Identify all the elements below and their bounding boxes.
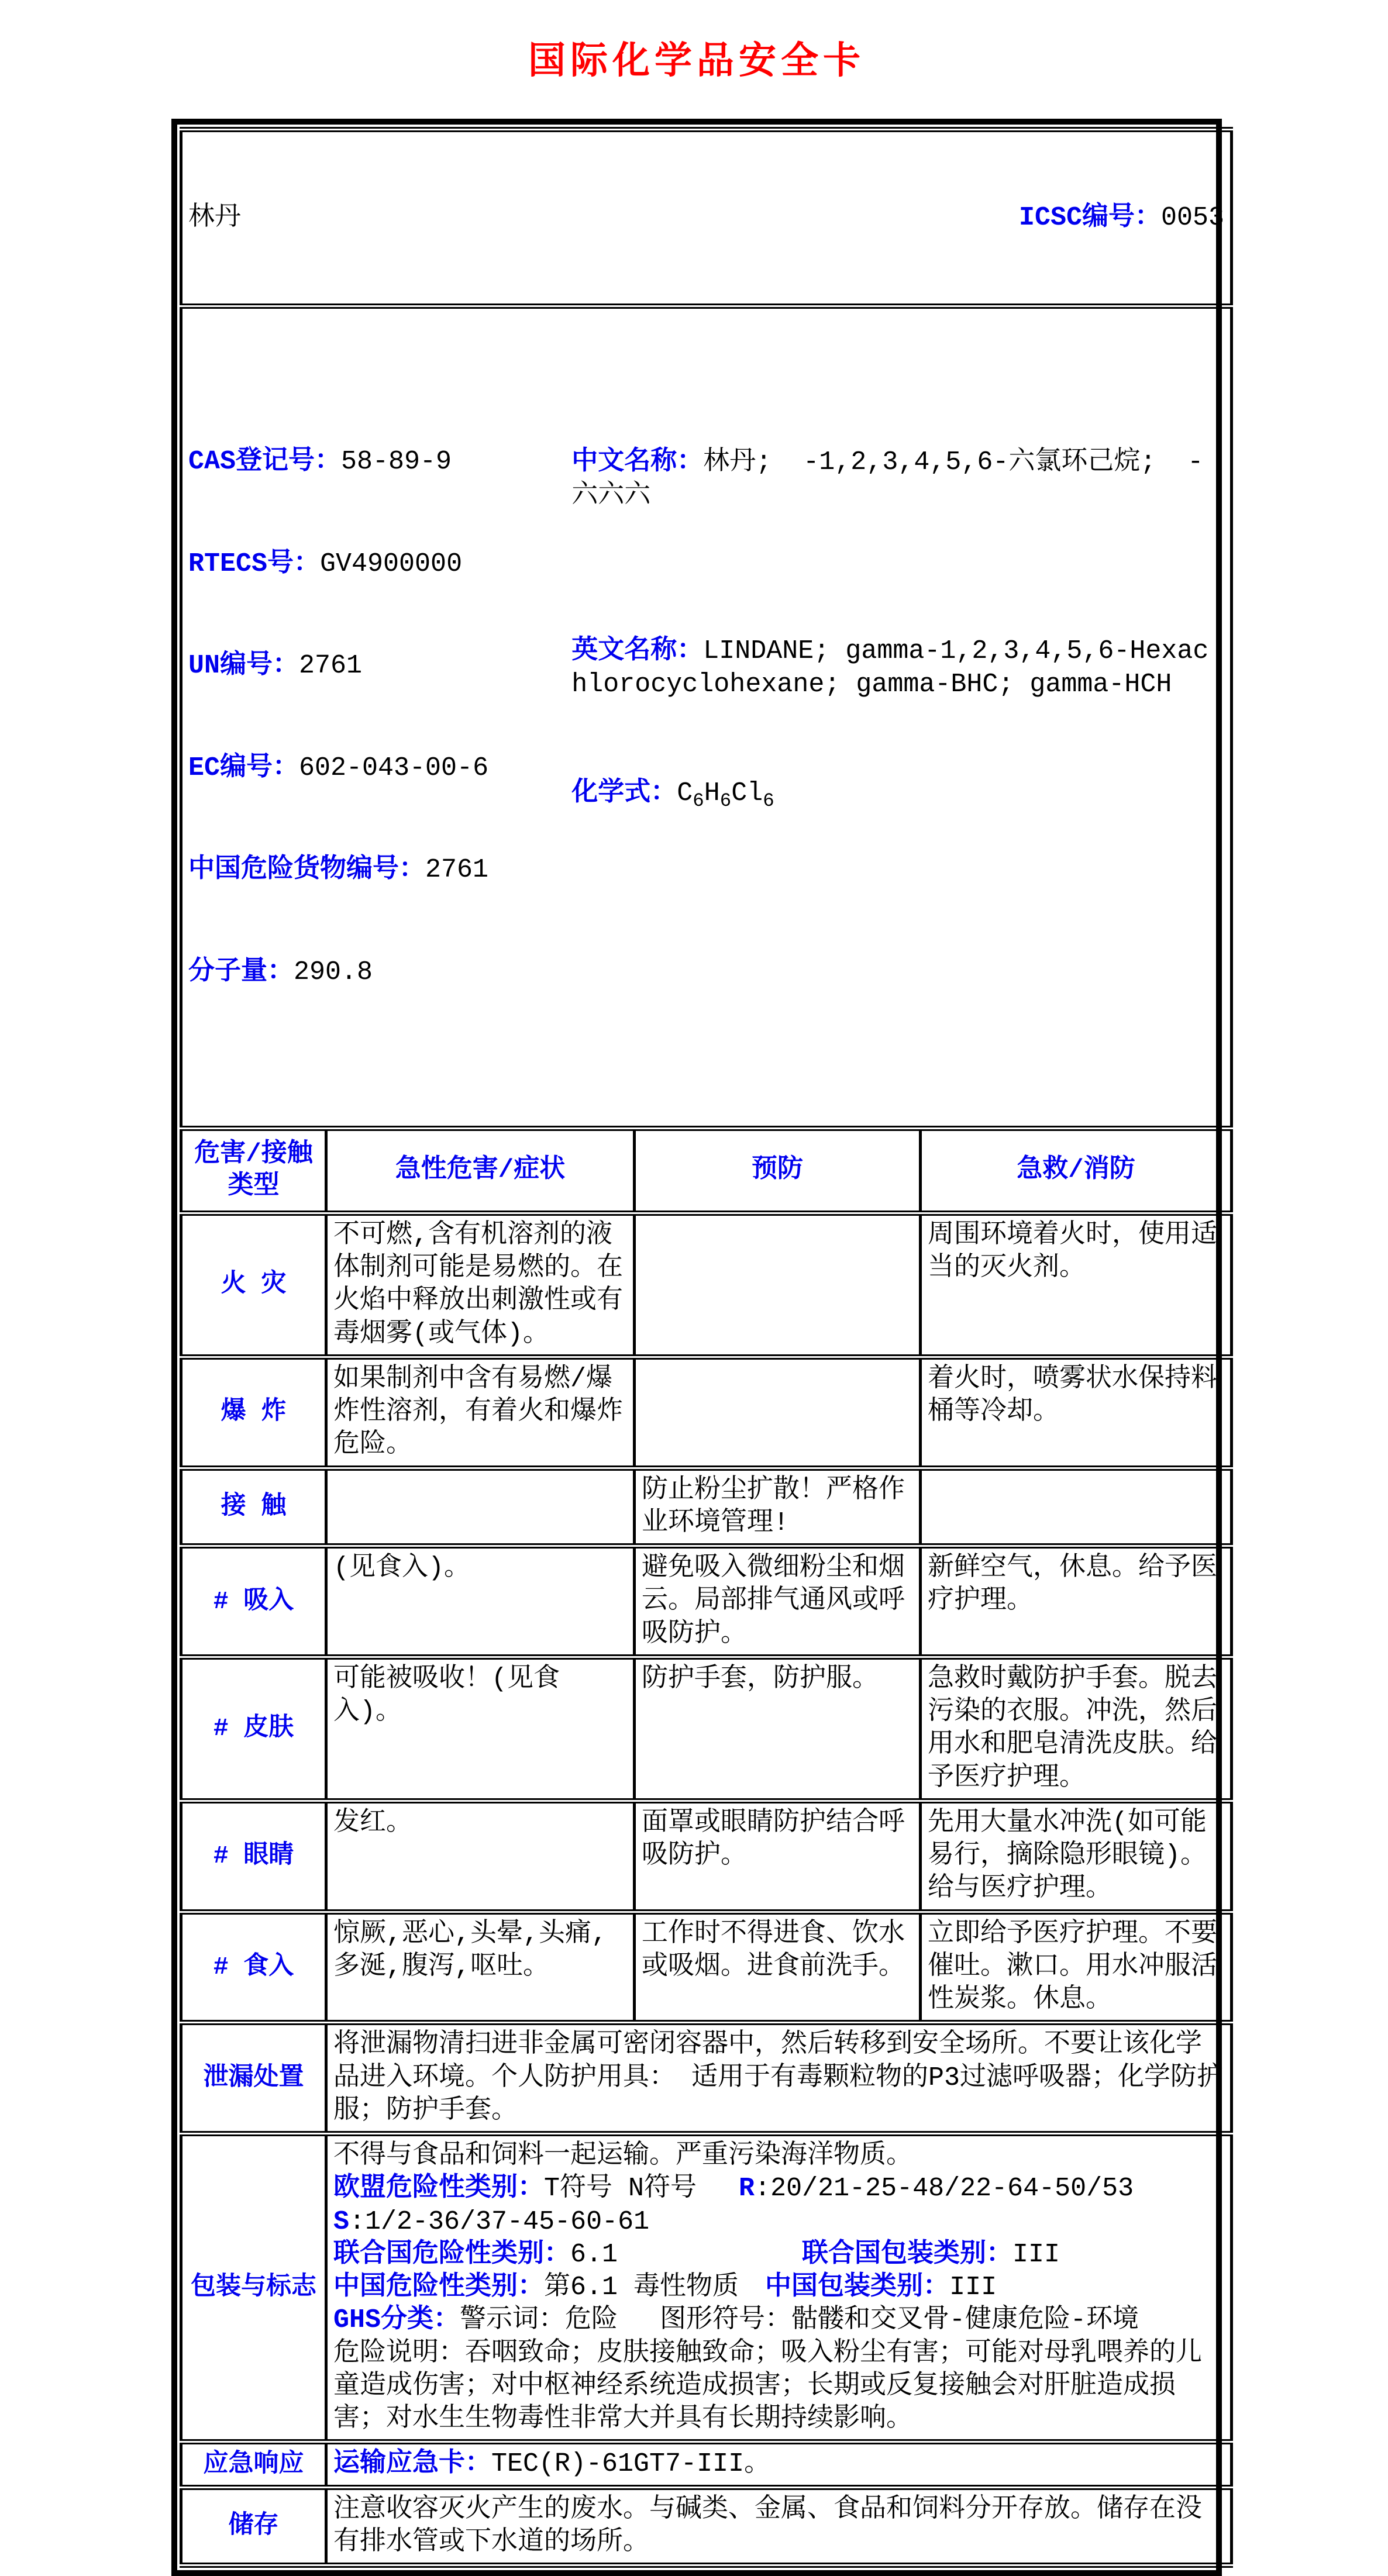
prevention-cell: 避免吸入微细粉尘和烟云。局部排气通风或呼吸防护。 (635, 1546, 921, 1657)
card-frame (171, 119, 1225, 2576)
hazard-type-label: # 眼睛 (181, 1801, 326, 1912)
text-line: 注意收容灭火产生的废水。与碱类、金属、食品和饲料分开存放。储存在没有排水管或下水道的场所。 (333, 2494, 1203, 2557)
spillage-disposal-content (326, 2023, 1232, 2134)
prevention-cell (635, 1357, 921, 1468)
hazard-type-label: # 吸入 (181, 1546, 326, 1657)
hazard-row-explosion (181, 1357, 1232, 1468)
prevention-cell: 防止粉尘扩散！严格作业环境管理! (635, 1468, 921, 1546)
identifier-mol-weight: 分子量：290.8 (188, 957, 373, 987)
text-line: 欧盟危险性类别：T符号 N符号 R:20/21-25-48/22-64-50/53 (333, 2174, 1134, 2204)
hazard-row-eyes (181, 1801, 1232, 1912)
substance-name: 林丹 (188, 202, 242, 233)
header-first-aid: 急救/消防 (921, 1128, 1232, 1213)
text-line: 危险说明：吞咽致命；皮肤接触致命；吸入粉尘有害；可能对母乳喂养的儿童造成伤害；对中枢神经系统造成损害；长期或反复接触会对肝脏造成损害；对水生生物毒性非常大并具有长期持续影响。 (333, 2338, 1203, 2434)
symptoms-cell: (见食入)。 (326, 1546, 635, 1657)
hazard-row-inhalation (181, 1546, 1232, 1657)
section-label: 泄漏处置 (181, 2023, 326, 2134)
english-name: 英文名称：LINDANE; gamma-1,2,3,4,5,6-Hexachlorocyclohexane; gamma-BHC; gamma-HCH (571, 636, 1209, 699)
prevention-cell: 工作时不得进食、饮水或吸烟。进食前洗手。 (635, 1912, 921, 2023)
header-symptoms: 急性危害/症状 (326, 1128, 635, 1213)
first-aid-cell: 周围环境着火时，使用适当的灭火剂。 (921, 1213, 1232, 1357)
identifier-rtecs: RTECS号：GV4900000 (188, 549, 463, 579)
first-aid-cell: 急救时戴防护手套。脱去污染的衣服。冲洗，然后用水和肥皂清洗皮肤。给予医疗护理。 (921, 1657, 1232, 1801)
symptoms-cell: 惊厥,恶心,头晕,头痛,多涎,腹泻,呕吐。 (326, 1912, 635, 2023)
text-line: 联合国危险性类别：6.1 联合国包装类别：III (333, 2239, 1060, 2270)
identification-row (181, 306, 1232, 1129)
text-line: GHS分类：警示词：危险 图形符号：骷髅和交叉骨-健康危险-环境 (333, 2305, 1139, 2336)
packaging-labeling-content (326, 2134, 1232, 2442)
text-line: 中国危险性类别：第6.1 毒性物质 中国包装类别：III (333, 2272, 997, 2302)
identifier-un: UN编号：2761 (188, 651, 363, 681)
identifier-ec: EC编号：602-043-00-6 (188, 753, 489, 783)
prevention-cell: 面罩或眼睛防护结合呼吸防护。 (635, 1801, 921, 1912)
substance-header-row (181, 130, 1232, 306)
hazard-type-label: 接 触 (181, 1468, 326, 1546)
hazard-type-label: # 皮肤 (181, 1657, 326, 1801)
hazard-row-ingestion (181, 1912, 1232, 2023)
section-label: 包装与标志 (181, 2134, 326, 2442)
prevention-cell (635, 1213, 921, 1357)
storage-content (326, 2487, 1232, 2565)
header-prevention: 预防 (635, 1128, 921, 1213)
hazard-row-exposure (181, 1468, 1232, 1546)
names-block (571, 378, 1224, 1057)
hazard-type-label: 火 灾 (181, 1213, 326, 1357)
first-aid-cell: 新鲜空气，休息。给予医疗护理。 (921, 1546, 1232, 1657)
emergency-response-row (181, 2442, 1232, 2487)
hazard-header-row (181, 1128, 1232, 1213)
spillage-disposal-row (181, 2023, 1232, 2134)
text-line: 不得与食品和饲料一起运输。严重污染海洋物质。 (333, 2141, 913, 2171)
first-aid-cell: 立即给予医疗护理。不要催吐。漱口。用水冲服活性炭浆。休息。 (921, 1912, 1232, 2023)
first-aid-cell: 先用大量水冲洗(如可能易行，摘除隐形眼镜)。给与医疗护理。 (921, 1801, 1232, 1912)
text-line: 运输应急卡：TEC(R)-61GT7-III。 (333, 2449, 771, 2480)
text-line: 将泄漏物清扫进非金属可密闭容器中，然后转移到安全场所。不要让该化学品进入环境。个人防护用具： 适用于有毒颗粒物的P3过滤呼吸器；化学防护服；防护手套。 (333, 2030, 1224, 2126)
icsc-number: 0053 (1160, 202, 1225, 233)
hazard-row-skin (181, 1657, 1232, 1801)
formula-value: $C_6H_6Cl_6$ (677, 778, 774, 812)
hazard-type-label: 爆 炸 (181, 1357, 326, 1468)
section-label: 储存 (181, 2487, 326, 2565)
symptoms-cell: 发红。 (326, 1801, 635, 1912)
chemical-formula: 化学式：$C_6H_6Cl_6$ (571, 778, 774, 812)
emergency-response-content (326, 2442, 1232, 2487)
symptoms-cell: 可能被吸收！(见食入)。 (326, 1657, 635, 1801)
icsc-number-group (1019, 202, 1224, 235)
page-title: 国际化学品安全卡 (528, 43, 865, 85)
section-label: 应急响应 (181, 2442, 326, 2487)
storage-row (181, 2487, 1232, 2565)
first-aid-cell (921, 1468, 1232, 1546)
hazard-row-fire (181, 1213, 1232, 1357)
chinese-name: 中文名称：林丹; -1,2,3,4,5,6-六氯环己烷; -六六六 (571, 447, 1204, 511)
first-aid-cell: 着火时，喷雾状水保持料桶等冷却。 (921, 1357, 1232, 1468)
symptoms-cell: 如果制剂中含有易燃/爆炸性溶剂，有着火和爆炸危险。 (326, 1357, 635, 1468)
symptoms-cell: 不可燃,含有机溶剂的液体制剂可能是易燃的。在火焰中释放出刺激性或有毒烟雾(或气体)。 (326, 1213, 635, 1357)
symptoms-cell (326, 1468, 635, 1546)
identifier-cas: CAS登记号：58-89-9 (188, 447, 452, 477)
hazard-type-label: # 食入 (181, 1912, 326, 2023)
packaging-labeling-row (181, 2134, 1232, 2442)
identifier-china-dg: 中国危险货物编号：2761 (188, 855, 489, 885)
prevention-cell: 防护手套，防护服。 (635, 1657, 921, 1801)
text-line: S:1/2-36/37-45-60-61 (333, 2206, 650, 2237)
safety-card-table (180, 127, 1233, 2568)
icsc-label: ICSC编号： (1018, 202, 1161, 233)
header-hazard-type: 危害/接触类型 (181, 1128, 326, 1213)
identifier-list (188, 378, 571, 1057)
